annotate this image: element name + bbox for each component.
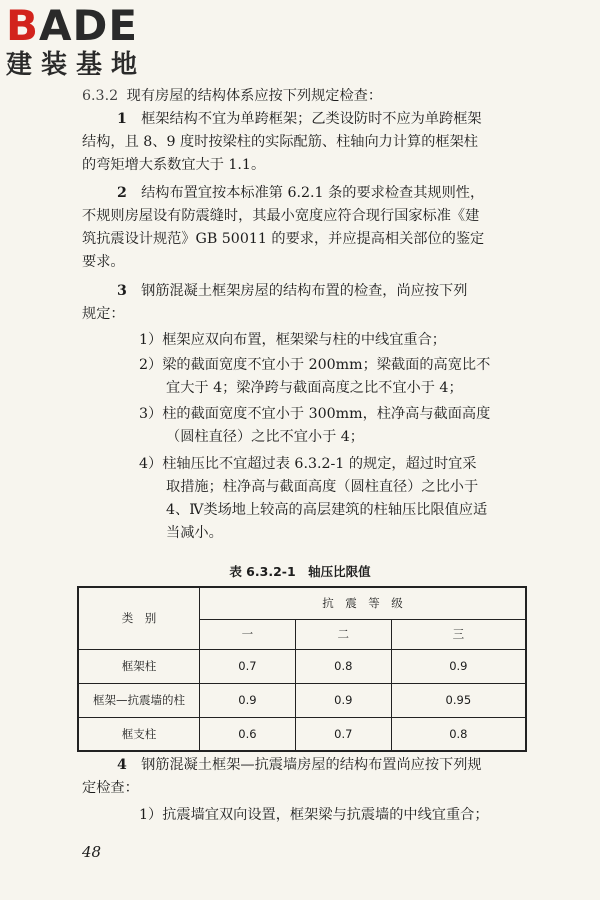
subitem-2-line-1 [139,354,490,376]
subitem-2-line-2: 宜大于 4；梁净跨与截面高度之比不宜小于 4； [166,380,463,396]
subitem-4-line-1 [139,453,477,475]
logo [6,1,178,80]
item-3-line-1 [117,280,467,302]
row-label: 框架柱 [78,649,200,683]
subitem-3-line-1 [139,403,490,425]
item-4-number: 4 [117,757,127,773]
grade-2: 二 [295,619,391,649]
grade-3: 三 [391,619,526,649]
item-2-text-1: 结构布置宜按本标准第 6.2.1 条的要求检查其规则性， [141,185,485,201]
subitem-3-line-2: （圆柱直径）之比不宜小于 4； [166,429,364,445]
subitem-4-line-2: 取措施；柱净高与截面高度（圆柱直径）之比小于 [166,479,479,495]
table-cell: 0.9 [295,683,391,717]
item-1-line-1 [117,108,482,130]
subitem-4-number: 4） [139,456,163,472]
item-2-line-1 [117,182,484,204]
subitem-2-text-1: 梁的截面宽度不宜小于 200mm；梁截面的高宽比不 [162,357,491,373]
item-2-line-3: 筑抗震设计规范》GB 50011 的要求，并应提高相关部位的鉴定 [82,231,485,247]
item-4-line-1 [117,754,482,776]
table-cell: 0.9 [200,683,296,717]
item-2-line-2: 不规则房屋设有防震缝时，其最小宽度应符合现行国家标准《建 [82,208,480,224]
table-cell: 0.95 [391,683,526,717]
table-row [78,683,526,717]
item-4-line-2: 定检查： [82,780,139,796]
row-label: 框支柱 [78,717,200,751]
table-cell: 0.8 [295,649,391,683]
subitem-4-line-3: 4、Ⅳ类场地上较高的高层建筑的柱轴压比限值应适 [166,502,488,518]
logo-bottom-text: 建装基地 [6,50,147,80]
subitem-2-number: 2） [139,357,163,373]
item-4-subitem-1 [139,804,489,826]
item-1-number: 1 [117,111,127,127]
table-cell: 0.6 [200,717,296,751]
table-cell: 0.7 [295,717,391,751]
item-2-line-4: 要求。 [82,254,125,270]
logo-top-text: BADE [6,1,139,50]
logo-top-rest: ADE [39,1,139,50]
subitem-1-number: 1） [139,332,163,348]
row-label: 框架—抗震墙的柱 [78,683,200,717]
section-number: 6.3.2 [82,88,119,104]
item-4-subitem-1-number: 1） [139,807,163,823]
category-header: 类 别 [78,587,200,649]
subitem-1-line-1 [139,329,446,351]
item-1-line-2: 结构，且 8、9 度时按梁柱的实际配筋、柱轴向力计算的框架柱 [82,134,478,150]
item-2-number: 2 [117,185,127,201]
grade-1: 一 [200,619,296,649]
table-cell: 0.9 [391,649,526,683]
section-title: 现有房屋的结构体系应按下列规定检查： [126,88,383,104]
item-4-subitem-1-text: 抗震墙宜双向设置，框架梁与抗震墙的中线宜重合； [162,807,489,823]
subitem-3-text-1: 柱的截面宽度不宜小于 300mm，柱净高与截面高度 [162,406,491,422]
item-1-line-3: 的弯矩增大系数宜大于 1.1。 [82,157,266,173]
section-heading [82,85,382,107]
subitem-1-text-1: 框架应双向布置，框架梁与柱的中线宜重合； [162,332,446,348]
item-3-number: 3 [117,283,127,299]
page-number: 48 [82,843,102,861]
item-3-line-2: 规定： [82,306,125,322]
table-cell: 0.7 [200,649,296,683]
subitem-4-text-1: 柱轴压比不宜超过表 6.3.2-1 的规定，超过时宜采 [162,456,477,472]
grade-header: 抗 震 等 级 [200,587,527,619]
item-1-text-1: 框架结构不宜为单跨框架；乙类设防时不应为单跨框架 [141,111,482,127]
subitem-4-line-4: 当减小。 [166,525,223,541]
table-row [78,717,526,751]
item-4-text-1: 钢筋混凝土框架—抗震墙房屋的结构布置尚应按下列规 [141,757,482,773]
table-caption: 表 6.3.2-1 轴压比限值 [229,564,371,579]
axial-ratio-table [77,586,527,752]
item-3-text-1: 钢筋混凝土框架房屋的结构布置的检查，尚应按下列 [141,283,468,299]
subitem-3-number: 3） [139,406,163,422]
table-cell: 0.8 [391,717,526,751]
table-row [78,649,526,683]
